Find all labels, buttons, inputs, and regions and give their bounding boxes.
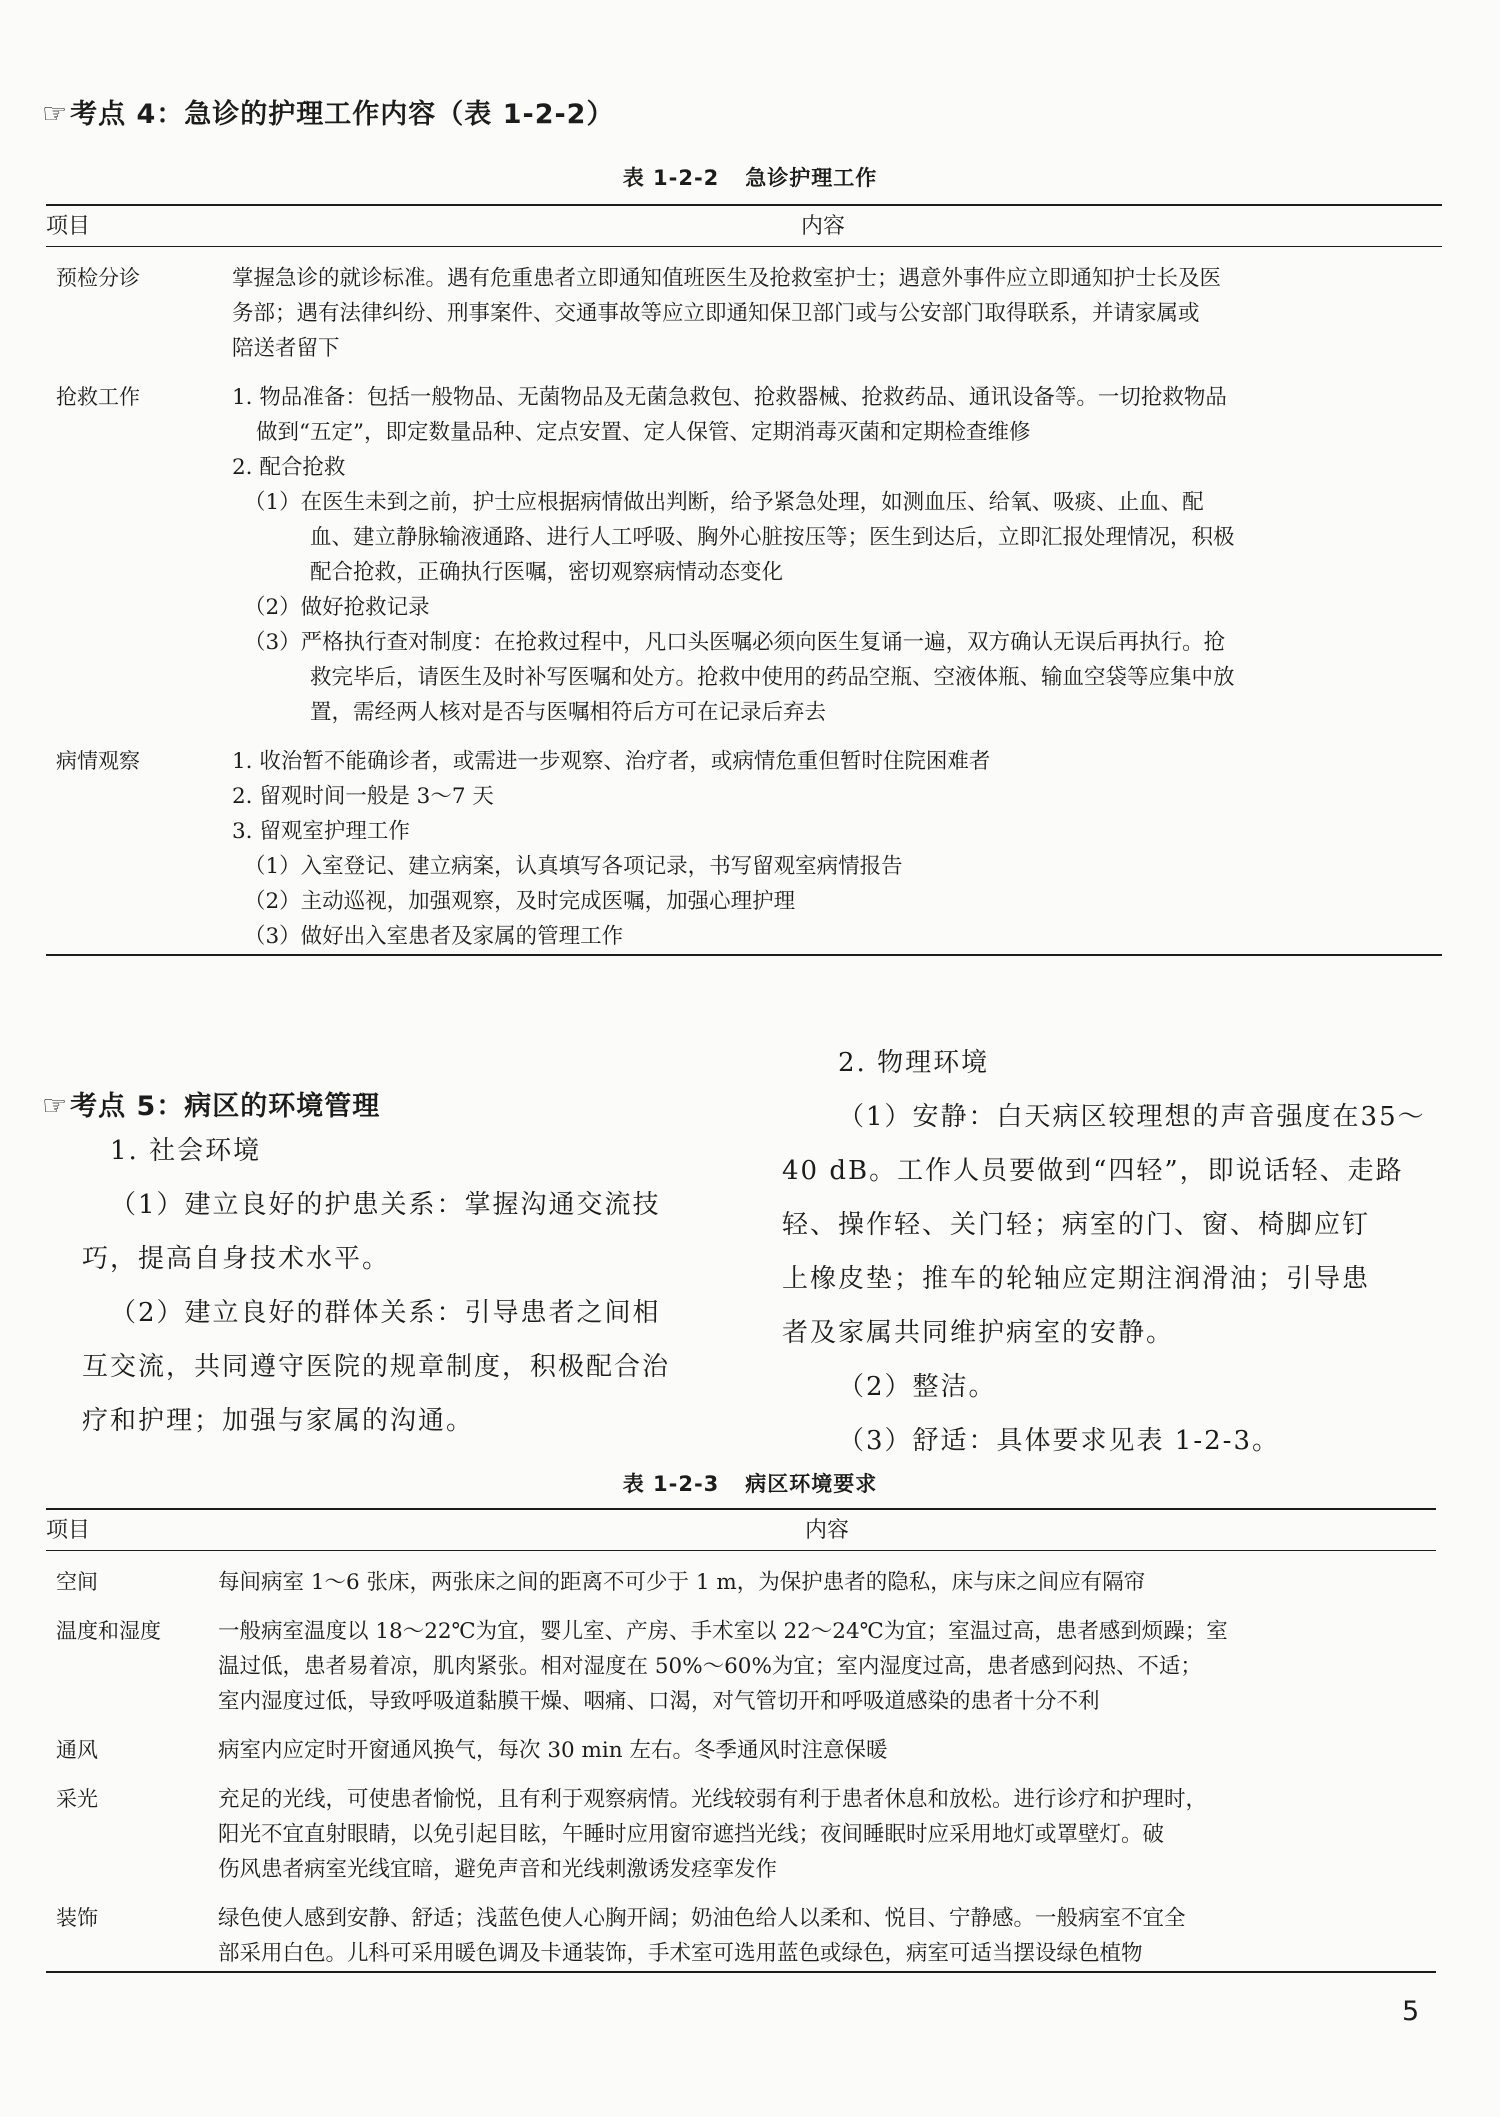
content-line: 1. 收治暂不能确诊者，或需进一步观察、治疗者，或病情危重但暂时住院困难者 xyxy=(232,749,991,774)
row-item: 通风 xyxy=(56,1738,98,1762)
row-item: 空间 xyxy=(56,1570,98,1594)
content-line: 配合抢救，正确执行医嘱，密切观察病情动态变化 xyxy=(310,560,784,585)
paragraph-line: 上橡皮垫；推车的轮轴应定期注润滑油；引导患 xyxy=(782,1264,1371,1294)
header-item: 项目 xyxy=(46,205,204,247)
header-content: 内容 xyxy=(204,205,1442,247)
row-content xyxy=(204,744,1442,955)
table-row xyxy=(46,261,1442,366)
table-number: 表 1-2-2 xyxy=(622,166,720,190)
paragraph-line: （1）安静：白天病区较理想的声音强度在35～ xyxy=(838,1102,1426,1132)
content-line: （2）做好抢救记录 xyxy=(244,595,430,620)
row-content xyxy=(218,1782,1436,1887)
paragraph-line: 巧，提高自身技术水平。 xyxy=(82,1244,391,1274)
pointing-hand-icon: ☞ xyxy=(42,1089,69,1122)
content-line: 血、建立静脉输液通路、进行人工呼吸、胸外心脏按压等；医生到达后，立即汇报处理情况，积极 xyxy=(310,525,1235,550)
paragraph-line: 轻、操作轻、关门轻；病室的门、窗、椅脚应钉 xyxy=(782,1210,1371,1240)
paragraph-line: 疗和护理；加强与家属的沟通。 xyxy=(82,1406,475,1436)
content-line: 救完毕后，请医生及时补写医嘱和处方。抢救中使用的药品空瓶、空液体瓶、输血空袋等应集中放 xyxy=(310,665,1235,690)
content-line: 一般病室温度以 18～22℃为宜，婴儿室、产房、手术室以 22～24℃为宜；室温过高，患者感到烦躁；室 xyxy=(218,1619,1228,1644)
content-line: 1. 物品准备：包括一般物品、无菌物品及无菌急救包、抢救器械、抢救药品、通讯设备等。一切抢救物品 xyxy=(232,385,1227,410)
content-line: 做到“五定”，即定数量品种、定点安置、定人保管、定期消毒灭菌和定期检查维修 xyxy=(256,420,1031,445)
row-item: 预检分诊 xyxy=(56,266,140,290)
row-item: 抢救工作 xyxy=(56,385,140,409)
row-content xyxy=(218,1614,1436,1719)
content-line: 掌握急诊的就诊标准。遇有危重患者立即通知值班医生及抢救室护士；遇意外事件应立即通知护士长及医 xyxy=(232,266,1222,291)
content-line: 陪送者留下 xyxy=(232,336,340,361)
emergency-nursing-table xyxy=(46,204,1442,956)
content-line: 伤风患者病室光线宜暗，避免声音和光线刺激诱发痉挛发作 xyxy=(218,1857,778,1882)
row-content xyxy=(218,1733,1436,1768)
table-title: 急诊护理工作 xyxy=(745,166,878,190)
row-item: 采光 xyxy=(56,1787,98,1811)
paragraph-line: 40 dB。工作人员要做到“四轻”，即说话轻、走路 xyxy=(782,1156,1404,1186)
paragraph-line: （3）舒适：具体要求见表 1-2-3。 xyxy=(838,1426,1281,1456)
content-line: 温过低，患者易着凉，肌肉紧张。相对湿度在 50%～60%为宜；室内湿度过高，患者感到闷热、不适； xyxy=(218,1654,1202,1679)
row-item: 温度和湿度 xyxy=(56,1619,161,1643)
paragraph-line: （1）建立良好的护患关系：掌握沟通交流技 xyxy=(110,1190,661,1220)
content-line: （1）在医生未到之前，护士应根据病情做出判断，给予紧急处理，如测血压、给氧、吸痰、止血、配 xyxy=(244,490,1204,515)
row-item: 病情观察 xyxy=(46,744,204,955)
content-line: 阳光不宜直射眼睛，以免引起目眩，午睡时应用窗帘遮挡光线；夜间睡眠时应采用地灯或罩壁灯。破 xyxy=(218,1822,1165,1847)
table-row xyxy=(46,744,1442,955)
paragraph-line: （2）建立良好的群体关系：引导患者之间相 xyxy=(110,1298,661,1328)
content-line: 务部；遇有法律纠纷、刑事案件、交通事故等应立即通知保卫部门或与公安部门取得联系，并请家属或 xyxy=(232,301,1200,326)
header-item: 项目 xyxy=(46,1509,218,1551)
table-row xyxy=(46,1901,1436,1972)
row-item: 装饰 xyxy=(46,1901,218,1972)
table-header-row xyxy=(46,1509,1436,1551)
content-line: 病室内应定时开窗通风换气，每次 30 min 左右。冬季通风时注意保暖 xyxy=(218,1738,888,1763)
social-environment-column xyxy=(70,1124,730,1448)
row-content xyxy=(218,1565,1436,1600)
content-line: 部采用白色。儿科可采用暖色调及卡通装饰，手术室可选用蓝色或绿色，病室可适当摆设绿色植物 xyxy=(218,1941,1143,1966)
section-heading-5 xyxy=(42,1084,380,1123)
content-line: 绿色使人感到安静、舒适；浅蓝色使人心胸开阔；奶油色给人以柔和、悦目、宁静感。一般病室不宜全 xyxy=(218,1906,1186,1931)
paragraph-line: 1. 社会环境 xyxy=(110,1136,262,1166)
paragraph-line: 互交流，共同遵守医院的规章制度，积极配合治 xyxy=(82,1352,671,1382)
table-caption xyxy=(0,162,1500,192)
table-row xyxy=(46,1565,1436,1600)
table-row xyxy=(46,1733,1436,1768)
table-caption xyxy=(0,1468,1500,1498)
physical-environment-column xyxy=(770,1036,1460,1468)
ward-environment-table xyxy=(46,1508,1436,1973)
content-line: （2）主动巡视，加强观察，及时完成医嘱，加强心理护理 xyxy=(244,889,796,914)
table-row xyxy=(46,1782,1436,1887)
table-title: 病区环境要求 xyxy=(745,1472,878,1496)
content-line: （1）入室登记、建立病案，认真填写各项记录，书写留观室病情报告 xyxy=(244,854,903,879)
paragraph-line: 2. 物理环境 xyxy=(838,1048,990,1078)
header-content: 内容 xyxy=(218,1509,1436,1551)
row-content xyxy=(218,1901,1436,1972)
content-line: 3. 留观室护理工作 xyxy=(232,819,410,844)
row-content xyxy=(204,380,1442,730)
paragraph-line: 者及家属共同维护病室的安静。 xyxy=(782,1318,1175,1348)
section-title: 考点 4：急诊的护理工作内容（表 1-2-2） xyxy=(70,99,615,130)
content-line: 室内湿度过低，导致呼吸道黏膜干燥、咽痛、口渴，对气管切开和呼吸道感染的患者十分不利 xyxy=(218,1689,1100,1714)
content-line: 每间病室 1～6 张床，两张床之间的距离不可少于 1 m，为保护患者的隐私，床与床之间应有隔帘 xyxy=(218,1570,1146,1595)
section-title: 考点 5：病区的环境管理 xyxy=(70,1091,381,1122)
content-line: 2. 配合抢救 xyxy=(232,455,346,480)
content-line: 充足的光线，可使患者愉悦，且有利于观察病情。光线较弱有利于患者休息和放松。进行诊疗和护理时， xyxy=(218,1787,1208,1812)
content-line: 2. 留观时间一般是 3～7 天 xyxy=(232,784,494,809)
table-number: 表 1-2-3 xyxy=(622,1472,720,1496)
table-row xyxy=(46,1614,1436,1719)
table-row xyxy=(46,380,1442,730)
table-header-row xyxy=(46,205,1442,247)
row-content xyxy=(204,261,1442,366)
page-number: 5 xyxy=(1402,1996,1420,2027)
content-line: （3）做好出入室患者及家属的管理工作 xyxy=(244,924,624,949)
content-line: （3）严格执行查对制度：在抢救过程中，凡口头医嘱必须向医生复诵一遍，双方确认无误后再执行。抢 xyxy=(244,630,1226,655)
section-heading-4 xyxy=(42,92,614,131)
paragraph-line: （2）整洁。 xyxy=(838,1372,997,1402)
content-line: 置，需经两人核对是否与医嘱相符后方可在记录后弃去 xyxy=(310,700,827,725)
pointing-hand-icon: ☞ xyxy=(42,97,69,130)
